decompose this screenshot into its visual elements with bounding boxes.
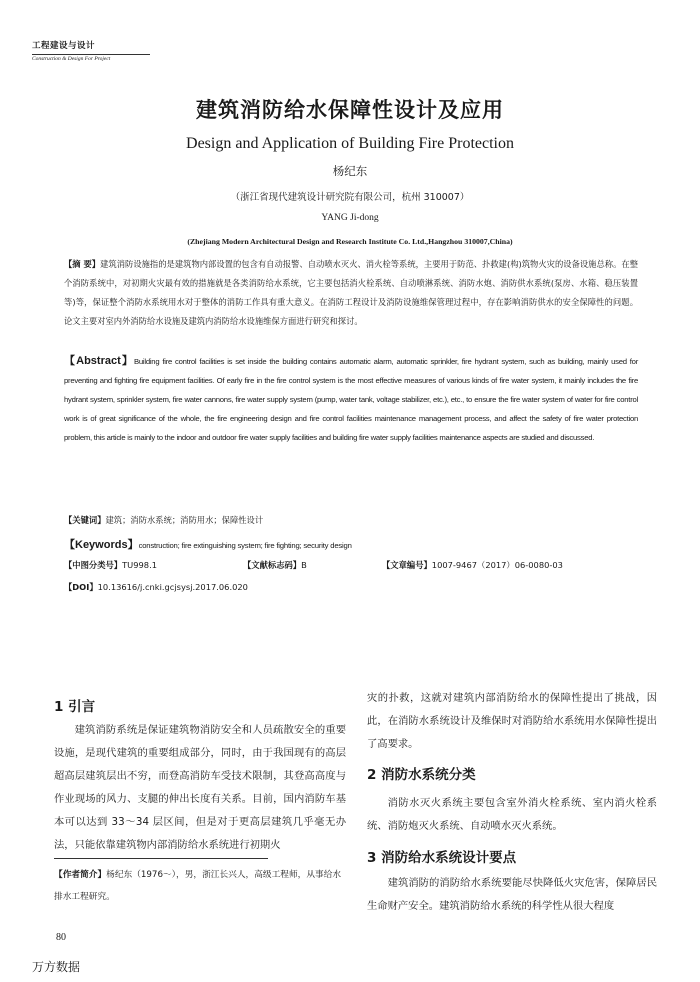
doi-value: 10.13616/j.cnki.gcjsysj.2017.06.020 [97,582,248,592]
section-2-heading: 2 消防水系统分类 [367,767,476,783]
section-3-heading: 3 消防给水系统设计要点 [367,850,517,866]
doi [64,581,248,593]
keywords-en-text: construction; fire extinguishing system; fire fighting; security design [138,541,352,550]
page-number: 80 [56,932,66,943]
section-1-continuation: 灾的扑救，这就对建筑内部消防给水的保障性提出了挑战，因此，在消防水系统设计及维保时对消防给水系统用水保障性提出了高要求。 [367,692,657,750]
abstract-cn-label: 【摘 要】 [64,259,101,269]
article-number [382,559,563,571]
section-2-paragraph: 消防水灭火系统主要包含室外消火栓系统、室内消火栓系统、消防炮灭火系统、自动喷水灭火系统。 [367,797,657,832]
paper-title-en: Design and Application of Building Fire Protection [186,135,514,152]
header-divider [32,54,150,55]
journal-name-en: Construction & Design For Project [32,56,111,62]
footnote-divider [54,858,268,859]
keywords-cn-text: 建筑；消防水系统；消防用水；保障性设计 [105,515,264,525]
section-3-paragraph: 建筑消防的消防给水系统要能尽快降低火灾危害，保障居民生命财产安全。建筑消防给水系统的科学性从很大程度 [367,877,657,912]
document-code-value: B [301,560,307,570]
article-number-value: 1007-9467（2017）06-0080-03 [431,560,563,570]
footnote-text: 杨纪东（1976～），男，浙江长兴人，高级工程师，从事给水排水工程研究。 [54,870,342,902]
keywords-cn-label: 【关键词】 [64,515,106,525]
footnote-label: 【作者简介】 [54,870,107,880]
clc-number [64,559,157,571]
abstract-en-label: 【Abstract】 [64,355,134,367]
document-code [243,559,307,571]
keywords-cn [64,514,638,526]
clc-label: 【中图分类号】 [64,560,123,570]
author-name-en: YANG Ji-dong [321,213,379,223]
abstract-en [64,352,638,447]
keywords-en-label: 【Keywords】 [64,539,139,551]
author-name-cn: 杨纪东 [332,164,368,178]
affiliation-cn: （浙江省现代建筑设计研究院有限公司，杭州 310007） [230,192,470,203]
author-footnote [54,864,346,908]
journal-name-cn: 工程建设与设计 [32,41,96,51]
watermark: 万方数据 [32,960,81,974]
section-1-paragraph: 建筑消防系统是保证建筑物消防安全和人员疏散安全的重要设施，是现代建筑的重要组成部分，同时，由于我国现有的高层超高层建筑层出不穷，而登高消防车受技术限制，其登高高度与作业现场的风力、支腿的伸出长度有关系。目前，国内消防车基本可以达到 33～34 层区间，但是对于更高层建筑几乎毫无办法，只能依靠建筑物内部消防给水系统进行初期火 [54,724,346,851]
paper-title-cn: 建筑消防给水保障性设计及应用 [196,98,504,122]
abstract-cn-text: 建筑消防设施指的是建筑物内部设置的包含有自动报警、自动喷水灭火、消火栓等系统，主要用于防范、扑救建(构)筑物火灾的设备设施总称。在整个消防系统中，对初期火灾最有效的措施就是各类消防给水系统，它主要包括消火栓系统、自动喷淋系统、消防水炮、消防供水系统(泵房、水箱、稳压装置等)等，保证整个消防水系统用水对于整体的消防工作具有重大意义。在消防工程设计及消防设施维保管理过程中，存在影响消防供水的安全保障性的问题。论文主要对室内外消防给水设施及建筑内消防给水设施维保方面进行研究和探讨。 [64,259,638,326]
affiliation-en: (Zhejiang Modern Architectural Design and Research Institute Co. Ltd.,Hangzhou 310007,China) [187,237,513,246]
section-1-heading: 1 引言 [54,699,96,715]
clc-value: TU998.1 [122,560,157,570]
doi-label: 【DOI】 [64,582,98,592]
abstract-en-text: Building fire control facilities is set inside the building contains automatic alarm, automatic sprinkler, fire hydrant system, such as building, mainly used for preventing and fighting fire equipment facilities. Of early fire in the fire control system is the most effective measures of various kinds of fire water system, it mainly includes the fire hydrant system, sprinkler system, fire water cannons, fire water supply system (pump, water tank, voltage stabilizer, etc.), etc., to ensure the fire water system of water for fire control work is of great significance of the whole, the fire engineering design and fire control facilities maintenance management process, and affect the safety of fire water protection problem, this article is mainly to the indoor and outdoor fire water supply facilities and building fire water supply facilities maintenance aspects are studied and discussed. [64,357,639,442]
keywords-en [64,536,638,552]
article-number-label: 【文章编号】 [382,560,432,570]
document-code-label: 【文献标志码】 [243,560,302,570]
abstract-cn [64,255,638,331]
